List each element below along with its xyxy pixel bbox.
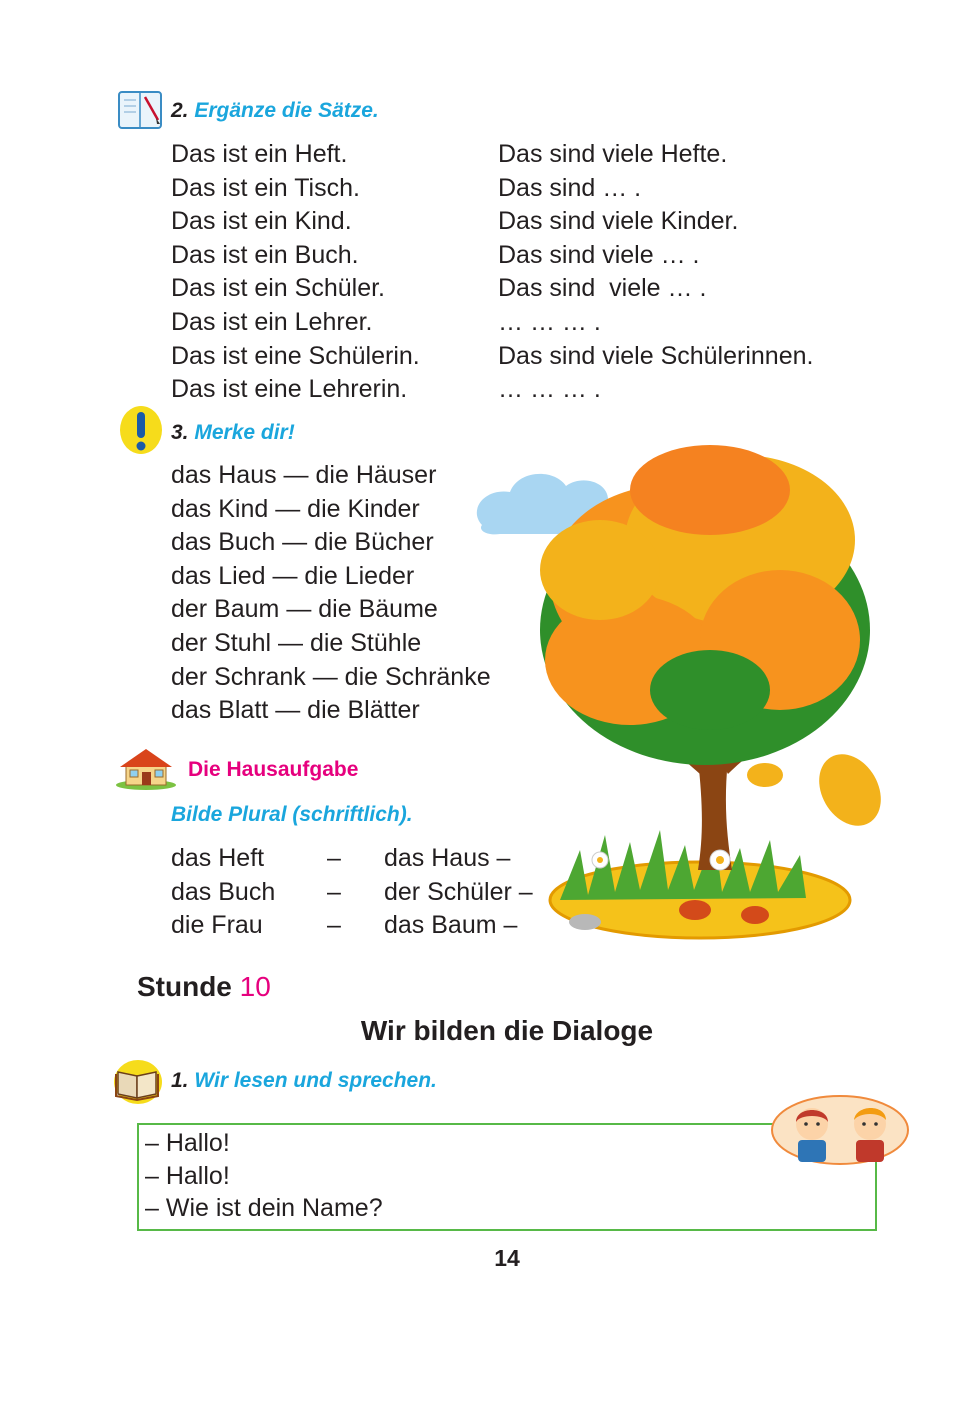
lesson-number-heading [137, 971, 271, 1003]
sentence-line: Das ist ein Schüler. [171, 274, 385, 303]
singular-plural-pair: der Baum — die Bäume [171, 595, 438, 624]
exercise-2-left-column [171, 138, 420, 407]
book-icon [110, 1058, 164, 1106]
homework-word: das Heft [171, 844, 265, 872]
homework-word: das Buch [171, 877, 276, 906]
dialog-line: – Wie ist dein Name? [145, 1194, 383, 1222]
sentence-line: Das ist eine Lehrerin. [171, 375, 408, 404]
exercise-2-number: 2. [171, 99, 189, 122]
dialog-line: – Hallo! [145, 1161, 230, 1190]
exercise-3-word-list [171, 459, 491, 728]
exercise-1-title: Wir lesen und sprechen. [194, 1069, 437, 1092]
sentence-line: Das ist ein Heft. [171, 140, 348, 168]
dash: – [327, 911, 341, 940]
exercise-1-number: 1. [171, 1069, 189, 1092]
singular-plural-pair: das Blatt — die Blätter [171, 696, 420, 725]
homework-word: das Haus – [384, 844, 511, 872]
plural-line: Das sind … . [498, 173, 642, 202]
sentence-line: Das ist ein Lehrer. [171, 307, 373, 336]
lesson-title: Wir bilden die Dialoge [360, 1015, 654, 1046]
sentence-line: Das ist ein Tisch. [171, 173, 360, 202]
plural-line: Das sind viele … . [498, 240, 700, 269]
tree-illustration [470, 430, 890, 945]
notebook-icon [116, 88, 164, 132]
children-illustration [770, 1094, 910, 1166]
plural-line: Das sind viele Schülerinnen. [498, 341, 814, 370]
singular-plural-pair: der Schrank — die Schränke [171, 662, 491, 691]
singular-plural-pair: das Haus — die Häuser [171, 461, 437, 489]
exercise-2-heading [171, 99, 379, 123]
dash: – [327, 844, 341, 872]
sentence-line: Das ist ein Kind. [171, 207, 352, 236]
dialog-line: – Hallo! [145, 1129, 230, 1157]
house-icon [114, 745, 178, 791]
plural-line: Das sind viele Kinder. [498, 207, 739, 236]
homework-word: die Frau [171, 911, 263, 940]
exercise-3-title: Merke dir! [194, 421, 295, 444]
dialog-lines [145, 1127, 383, 1225]
exercise-1-heading [171, 1069, 437, 1093]
homework-column-2 [384, 842, 533, 943]
exercise-2-right-column [498, 138, 813, 407]
exercise-2-title: Ergänze die Sätze. [194, 99, 379, 122]
exercise-3-heading [171, 421, 295, 445]
sentence-line: Das ist eine Schülerin. [171, 341, 420, 370]
singular-plural-pair: das Kind — die Kinder [171, 494, 420, 523]
singular-plural-pair: der Stuhl — die Stühle [171, 628, 422, 657]
plural-line: Das sind viele Hefte. [498, 140, 728, 168]
dialog-box [137, 1123, 877, 1231]
homework-word: der Schüler – [384, 877, 533, 906]
stunde-number: 10 [239, 971, 271, 1002]
exercise-3-number: 3. [171, 421, 189, 444]
plural-line: Das sind viele … . [498, 274, 707, 303]
plural-line: … … … . [498, 375, 601, 404]
homework-word: das Baum – [384, 911, 518, 940]
singular-plural-pair: das Lied — die Lieder [171, 561, 415, 590]
plural-line: … … … . [498, 307, 601, 336]
dash: – [327, 877, 341, 906]
singular-plural-pair: das Buch — die Bücher [171, 528, 434, 557]
homework-dashes [327, 842, 341, 943]
sentence-line: Das ist ein Buch. [171, 240, 359, 269]
stunde-label: Stunde [137, 971, 232, 1002]
exclamation-icon [117, 404, 165, 456]
homework-title: Die Hausaufgabe [188, 758, 359, 781]
page-number: 14 [494, 1245, 520, 1271]
homework-column-1 [171, 842, 275, 943]
homework-instruction: Bilde Plural (schriftlich). [171, 803, 413, 826]
